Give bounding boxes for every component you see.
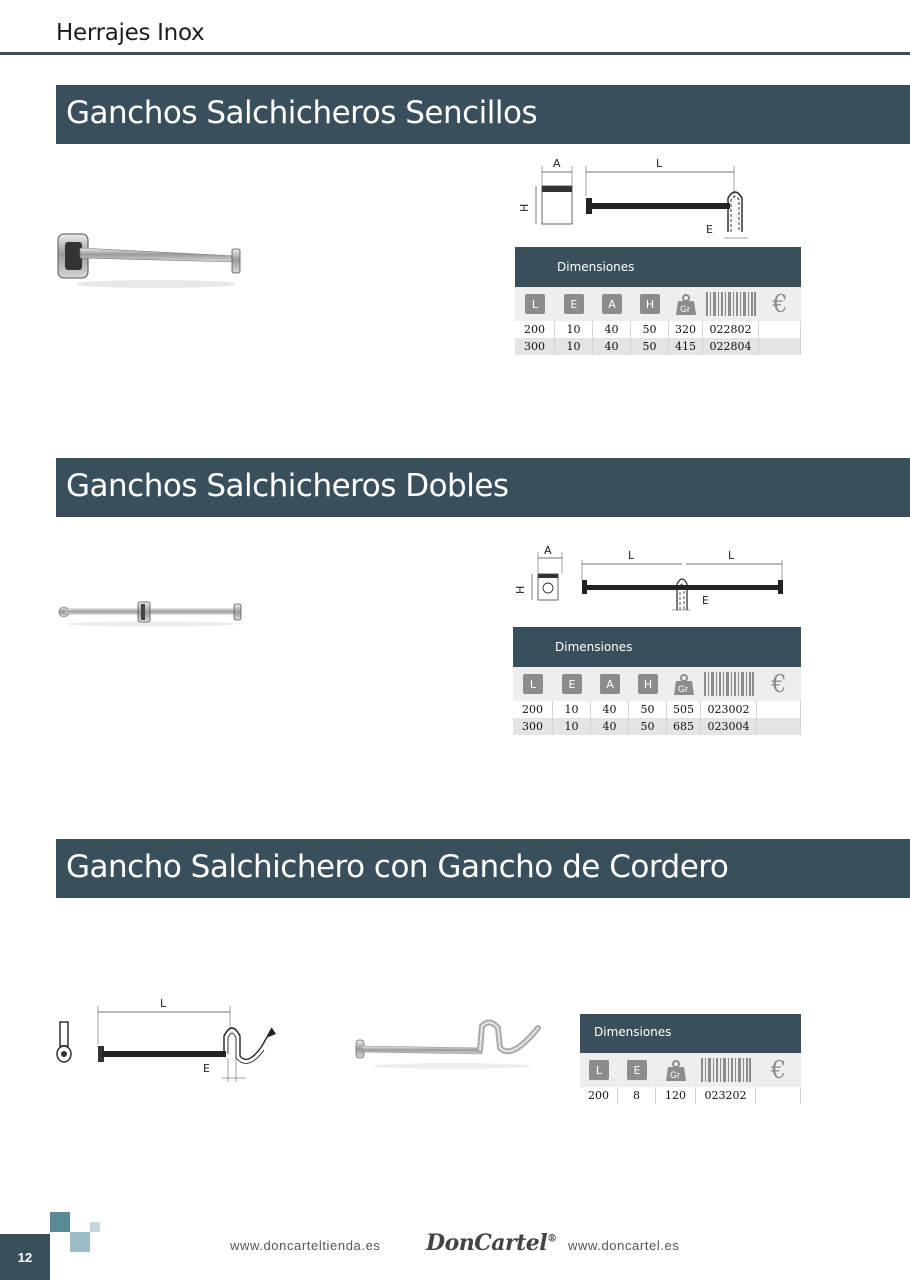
dim-label-l: L <box>160 997 167 1010</box>
footer-link-doncartel[interactable]: www.doncartel.es <box>568 1238 680 1253</box>
width-icon: A <box>602 294 622 314</box>
diagram-lamb-hook <box>50 994 290 1084</box>
barcode-icon <box>701 1058 751 1082</box>
barcode-icon <box>706 292 756 316</box>
dim-label-l: L <box>656 157 663 170</box>
table-row: 300 10 40 50 685 023004 <box>513 718 801 735</box>
height-icon: H <box>638 674 658 694</box>
header-rule <box>0 52 910 55</box>
length-icon: L <box>589 1060 609 1080</box>
price-icon: € <box>770 1056 787 1084</box>
price-icon: € <box>772 290 788 318</box>
thickness-icon: E <box>627 1060 647 1080</box>
table-icon-row <box>513 667 801 701</box>
section-title: Gancho Salchichero con Gancho de Cordero <box>66 849 729 885</box>
product-photo-lamb-hook <box>352 1016 544 1072</box>
dim-label-h: H <box>514 585 527 594</box>
table-icon-row <box>580 1053 801 1087</box>
section-title: Ganchos Salchicheros Dobles <box>66 468 509 504</box>
price-icon: € <box>771 670 787 698</box>
page-header <box>0 0 910 56</box>
thickness-icon: E <box>562 674 582 694</box>
footer-squares-decoration <box>48 1210 104 1254</box>
weight-icon <box>665 1059 687 1081</box>
dim-label-l-left: L <box>628 549 635 562</box>
table-row: 300 10 40 50 415 022804 <box>515 338 801 355</box>
section-band-dobles <box>56 458 910 517</box>
page-number: 12 <box>0 1234 50 1280</box>
table-row: 200 10 40 50 320 022802 <box>515 321 801 338</box>
table-icon-row <box>515 287 801 321</box>
dim-label-e: E <box>702 594 709 607</box>
dimensions-table-dobles <box>513 627 801 735</box>
svg-text:Gr: Gr <box>678 684 688 694</box>
section-band-sencillos <box>56 85 910 144</box>
table-heading: Dimensiones <box>515 247 801 287</box>
dim-label-e: E <box>706 223 713 236</box>
length-icon: L <box>525 294 545 314</box>
footer-link-tienda[interactable]: www.doncarteltienda.es <box>230 1238 381 1253</box>
section-title: Ganchos Salchicheros Sencillos <box>66 95 538 131</box>
product-photo-single-hook <box>56 228 246 292</box>
table-row: 200 10 40 50 505 023002 <box>513 701 801 718</box>
weight-icon <box>675 293 697 315</box>
svg-text:Gr: Gr <box>680 304 690 314</box>
dimensions-table-cordero <box>580 1014 801 1104</box>
svg-text:Gr: Gr <box>670 1070 680 1080</box>
weight-icon <box>673 673 695 695</box>
product-photo-double-hook <box>56 598 246 628</box>
section-band-cordero <box>56 839 910 898</box>
dimensions-table-sencillos <box>515 247 801 355</box>
page-title: Herrajes Inox <box>56 20 205 46</box>
table-heading: Dimensiones <box>513 627 801 667</box>
dim-label-a: A <box>553 157 561 170</box>
dim-label-h: H <box>518 203 531 212</box>
width-icon: A <box>600 674 620 694</box>
dim-label-l-right: L <box>728 549 735 562</box>
table-heading: Dimensiones <box>580 1014 801 1053</box>
table-row: 200 8 120 023202 <box>580 1087 801 1104</box>
dim-label-a: A <box>544 544 552 557</box>
diagram-single-hook <box>512 152 762 244</box>
thickness-icon: E <box>564 294 584 314</box>
brand-logo: DonCartel® <box>426 1230 557 1256</box>
barcode-icon <box>704 672 754 696</box>
dim-label-e: E <box>203 1062 210 1075</box>
length-icon: L <box>523 674 543 694</box>
height-icon: H <box>640 294 660 314</box>
diagram-double-hook <box>510 540 790 616</box>
